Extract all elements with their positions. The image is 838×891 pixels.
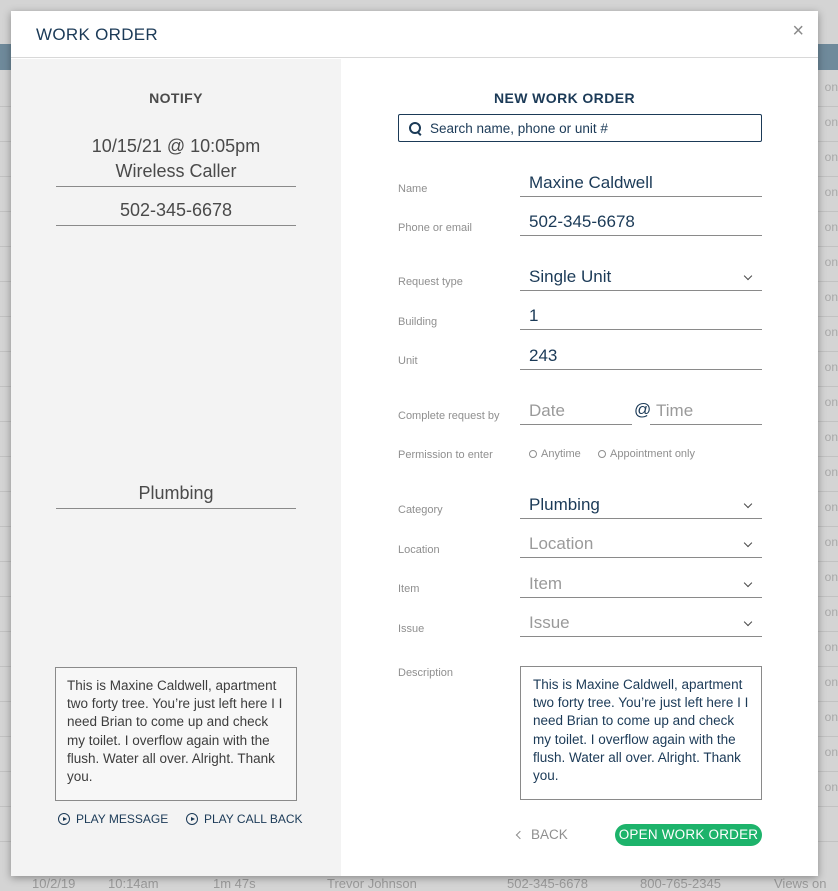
radio-appointment-label: Appointment only — [610, 448, 695, 460]
request-type-label: Request type — [398, 276, 463, 288]
background-cell: on — [824, 430, 838, 444]
name-label: Name — [398, 183, 428, 195]
background-phone-2: 800-765-2345 — [640, 876, 721, 891]
background-date: 10/2/19 — [32, 876, 76, 891]
radio-anytime[interactable] — [529, 448, 581, 460]
background-duration: 1m 47s — [213, 876, 256, 891]
item-label: Item — [398, 583, 420, 595]
background-table-row — [0, 874, 838, 891]
description-label: Description — [398, 667, 454, 679]
background-cell: on — [824, 570, 838, 584]
issue-label: Issue — [398, 623, 425, 635]
form-title: NEW WORK ORDER — [494, 90, 635, 106]
background-phone: 502-345-6678 — [507, 876, 588, 891]
search-box[interactable] — [398, 114, 762, 142]
notify-title: NOTIFY — [149, 90, 203, 106]
time-field[interactable]: Time — [650, 398, 762, 425]
contact-field[interactable]: 502-345-6678 — [520, 209, 762, 236]
play-call-back-label: PLAY CALL BACK — [204, 812, 303, 826]
background-cell: on — [824, 150, 838, 164]
modal-header — [11, 11, 818, 58]
work-order-modal — [11, 11, 818, 876]
play-message-label: PLAY MESSAGE — [76, 812, 169, 826]
background-action: Views on — [774, 876, 827, 891]
back-button[interactable] — [517, 827, 568, 842]
permission-label: Permission to enter — [398, 449, 493, 461]
background-cell: on — [824, 395, 838, 409]
play-icon — [58, 813, 70, 825]
description-textarea[interactable]: This is Maxine Caldwell, apartment two forty tree. You’re just left here I I need Brian to come up and check my toilet. I overflow again with the flush. Water all over. Alright. Thank you. — [520, 666, 762, 800]
new-work-order-panel — [341, 59, 818, 876]
search-input[interactable] — [430, 121, 750, 136]
notify-caller: Wireless Caller — [56, 157, 296, 187]
background-cell: on — [824, 675, 838, 689]
radio-anytime-label: Anytime — [541, 448, 581, 460]
background-cell: on — [824, 640, 838, 654]
message-transcript: This is Maxine Caldwell, apartment two forty tree. You’re just left here I I need Brian to come up and check my toilet. I overflow again with the flush. Water all over. Alright. Thank you. — [55, 667, 297, 801]
building-label: Building — [398, 316, 438, 328]
category-select[interactable]: Plumbing — [520, 492, 762, 519]
background-time: 10:14am — [108, 876, 159, 891]
location-label: Location — [398, 544, 440, 556]
background-cell: on — [824, 185, 838, 199]
notify-datetime: 10/15/21 @ 10:05pm — [91, 136, 261, 156]
radio-circle-icon — [598, 450, 606, 458]
background-cell: on — [824, 115, 838, 129]
background-cell: on — [824, 500, 838, 514]
background-cell: on — [824, 325, 838, 339]
back-label: BACK — [531, 827, 568, 842]
unit-field[interactable]: 243 — [520, 343, 762, 370]
request-type-select[interactable]: Single Unit — [520, 264, 762, 291]
location-select[interactable]: Location — [520, 531, 762, 558]
background-cell: on — [824, 745, 838, 759]
notify-category: Plumbing — [56, 479, 296, 509]
contact-label: Phone or email — [398, 222, 472, 234]
play-icon — [186, 813, 198, 825]
background-name: Trevor Johnson — [327, 876, 417, 891]
background-cell: on — [824, 360, 838, 374]
complete-by-label: Complete request by — [398, 410, 500, 422]
play-call-back-button[interactable] — [186, 812, 303, 826]
background-cell: on — [824, 255, 838, 269]
radio-appointment-only[interactable] — [598, 448, 695, 460]
background-cell: on — [824, 535, 838, 549]
play-message-button[interactable] — [58, 812, 168, 826]
name-field[interactable]: Maxine Caldwell — [520, 170, 762, 197]
background-cell: on — [824, 710, 838, 724]
issue-select[interactable]: Issue — [520, 610, 762, 637]
search-icon — [409, 122, 422, 135]
notify-panel — [11, 59, 341, 876]
background-cell: on — [824, 780, 838, 794]
radio-circle-icon — [529, 450, 537, 458]
close-icon[interactable]: × — [792, 20, 804, 42]
date-field[interactable]: Date — [520, 398, 632, 425]
background-cell: on — [824, 605, 838, 619]
open-work-order-button[interactable]: OPEN WORK ORDER — [615, 824, 762, 846]
category-label: Category — [398, 504, 443, 516]
background-cell: on — [824, 290, 838, 304]
notify-phone: 502-345-6678 — [56, 196, 296, 226]
unit-label: Unit — [398, 355, 418, 367]
background-cell: on — [824, 80, 838, 94]
building-field[interactable]: 1 — [520, 303, 762, 330]
modal-title: WORK ORDER — [36, 25, 158, 44]
at-sign: @ — [634, 400, 652, 419]
background-cell: on — [824, 465, 838, 479]
chevron-left-icon — [516, 830, 524, 838]
item-select[interactable]: Item — [520, 571, 762, 598]
background-cell: on — [824, 220, 838, 234]
